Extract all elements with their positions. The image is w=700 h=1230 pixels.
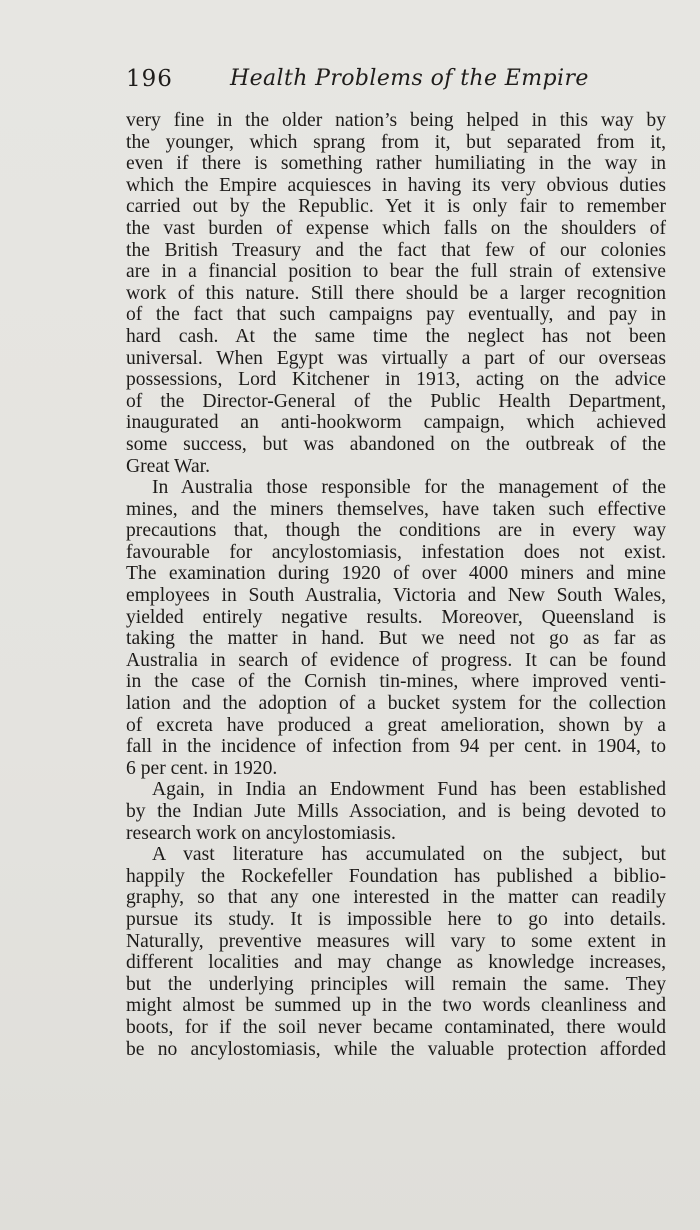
page-number: 196 — [126, 66, 173, 92]
text-line: are in a financial position to bear the full strain of extensive — [126, 261, 666, 283]
text-line: of excreta have produced a great amelioration, shown by a — [126, 714, 666, 736]
text-line: fall in the incidence of infection from 94 per cent. in 1904, to — [126, 736, 666, 758]
text-line: in the case of the Cornish tin-mines, where improved venti- — [126, 671, 666, 693]
text-line: The examination during 1920 of over 4000 miners and mine — [126, 563, 666, 585]
text-line: of the Director-General of the Public Health Department, — [126, 390, 666, 412]
text-line: work of this nature. Still there should be a larger recognition — [126, 282, 666, 304]
text-line: research work on ancylostomiasis. — [126, 822, 396, 844]
text-line: mines, and the miners themselves, have taken such effective — [126, 498, 666, 520]
text-line: pursue its study. It is impossible here to go into details. — [126, 908, 666, 930]
body-text — [126, 110, 666, 1060]
paragraph — [126, 477, 666, 779]
text-line: which the Empire acquiesces in having its very obvious duties — [126, 174, 666, 196]
paragraph — [126, 844, 666, 1060]
text-line: carried out by the Republic. Yet it is only fair to remember — [126, 196, 666, 218]
paragraph — [126, 779, 666, 844]
text-line: Australia in search of evidence of progress. It can be found — [126, 649, 666, 671]
text-line: 6 per cent. in 1920. — [126, 757, 278, 779]
text-line: hard cash. At the same time the neglect has not been — [126, 325, 666, 347]
text-line: the vast burden of expense which falls on the shoulders of — [126, 217, 666, 239]
text-line: might almost be summed up in the two words cleanliness and — [126, 995, 666, 1017]
text-line: favourable for ancylostomiasis, infestation does not exist. — [126, 541, 666, 563]
text-line: very fine in the older nation’s being helped in this way by — [126, 110, 666, 131]
text-line: but the underlying principles will remain the same. They — [126, 973, 666, 995]
text-line: inaugurated an anti-hookworm campaign, which achieved — [126, 412, 666, 434]
text-line: the British Treasury and the fact that few of our colonies — [126, 239, 666, 261]
text-line: taking the matter in hand. But we need not go as far as — [126, 628, 666, 650]
text-line: possessions, Lord Kitchener in 1913, acting on the advice — [126, 369, 666, 391]
text-line: of the fact that such campaigns pay eventually, and pay in — [126, 304, 666, 326]
text-line: precautions that, though the conditions are in every way — [126, 520, 666, 542]
text-line: even if there is something rather humiliating in the way in — [126, 153, 666, 175]
text-line: In Australia those responsible for the management of the — [152, 477, 666, 499]
text-line: Again, in India an Endowment Fund has been established — [152, 779, 666, 801]
text-line: happily the Rockefeller Foundation has published a biblio- — [126, 865, 666, 887]
text-line: employees in South Australia, Victoria and New South Wales, — [126, 585, 666, 607]
text-line: universal. When Egypt was virtually a part of our overseas — [126, 347, 666, 369]
text-line: graphy, so that any one interested in the matter can readily — [126, 887, 666, 909]
text-line: some success, but was abandoned on the outbreak of the — [126, 433, 666, 455]
text-line: Great War. — [126, 455, 211, 477]
text-line: Naturally, preventive measures will vary to some extent in — [126, 930, 666, 952]
text-line: different localities and may change as knowledge increases, — [126, 952, 666, 974]
text-line: be no ancylostomiasis, while the valuable protection afforded — [126, 1038, 666, 1060]
text-line: A vast literature has accumulated on the subject, but — [152, 844, 666, 866]
text-line: lation and the adoption of a bucket system for the collection — [126, 693, 666, 715]
page-header — [126, 64, 666, 98]
running-title: Health Problems of the Empire — [230, 66, 589, 91]
text-line: yielded entirely negative results. Moreover, Queensland is — [126, 606, 666, 628]
text-line: boots, for if the soil never became contaminated, there would — [126, 1016, 666, 1038]
text-line: by the Indian Jute Mills Association, and is being devoted to — [126, 801, 666, 822]
text-line: the younger, which sprang from it, but separated from it, — [126, 131, 666, 153]
paragraph — [126, 110, 666, 477]
